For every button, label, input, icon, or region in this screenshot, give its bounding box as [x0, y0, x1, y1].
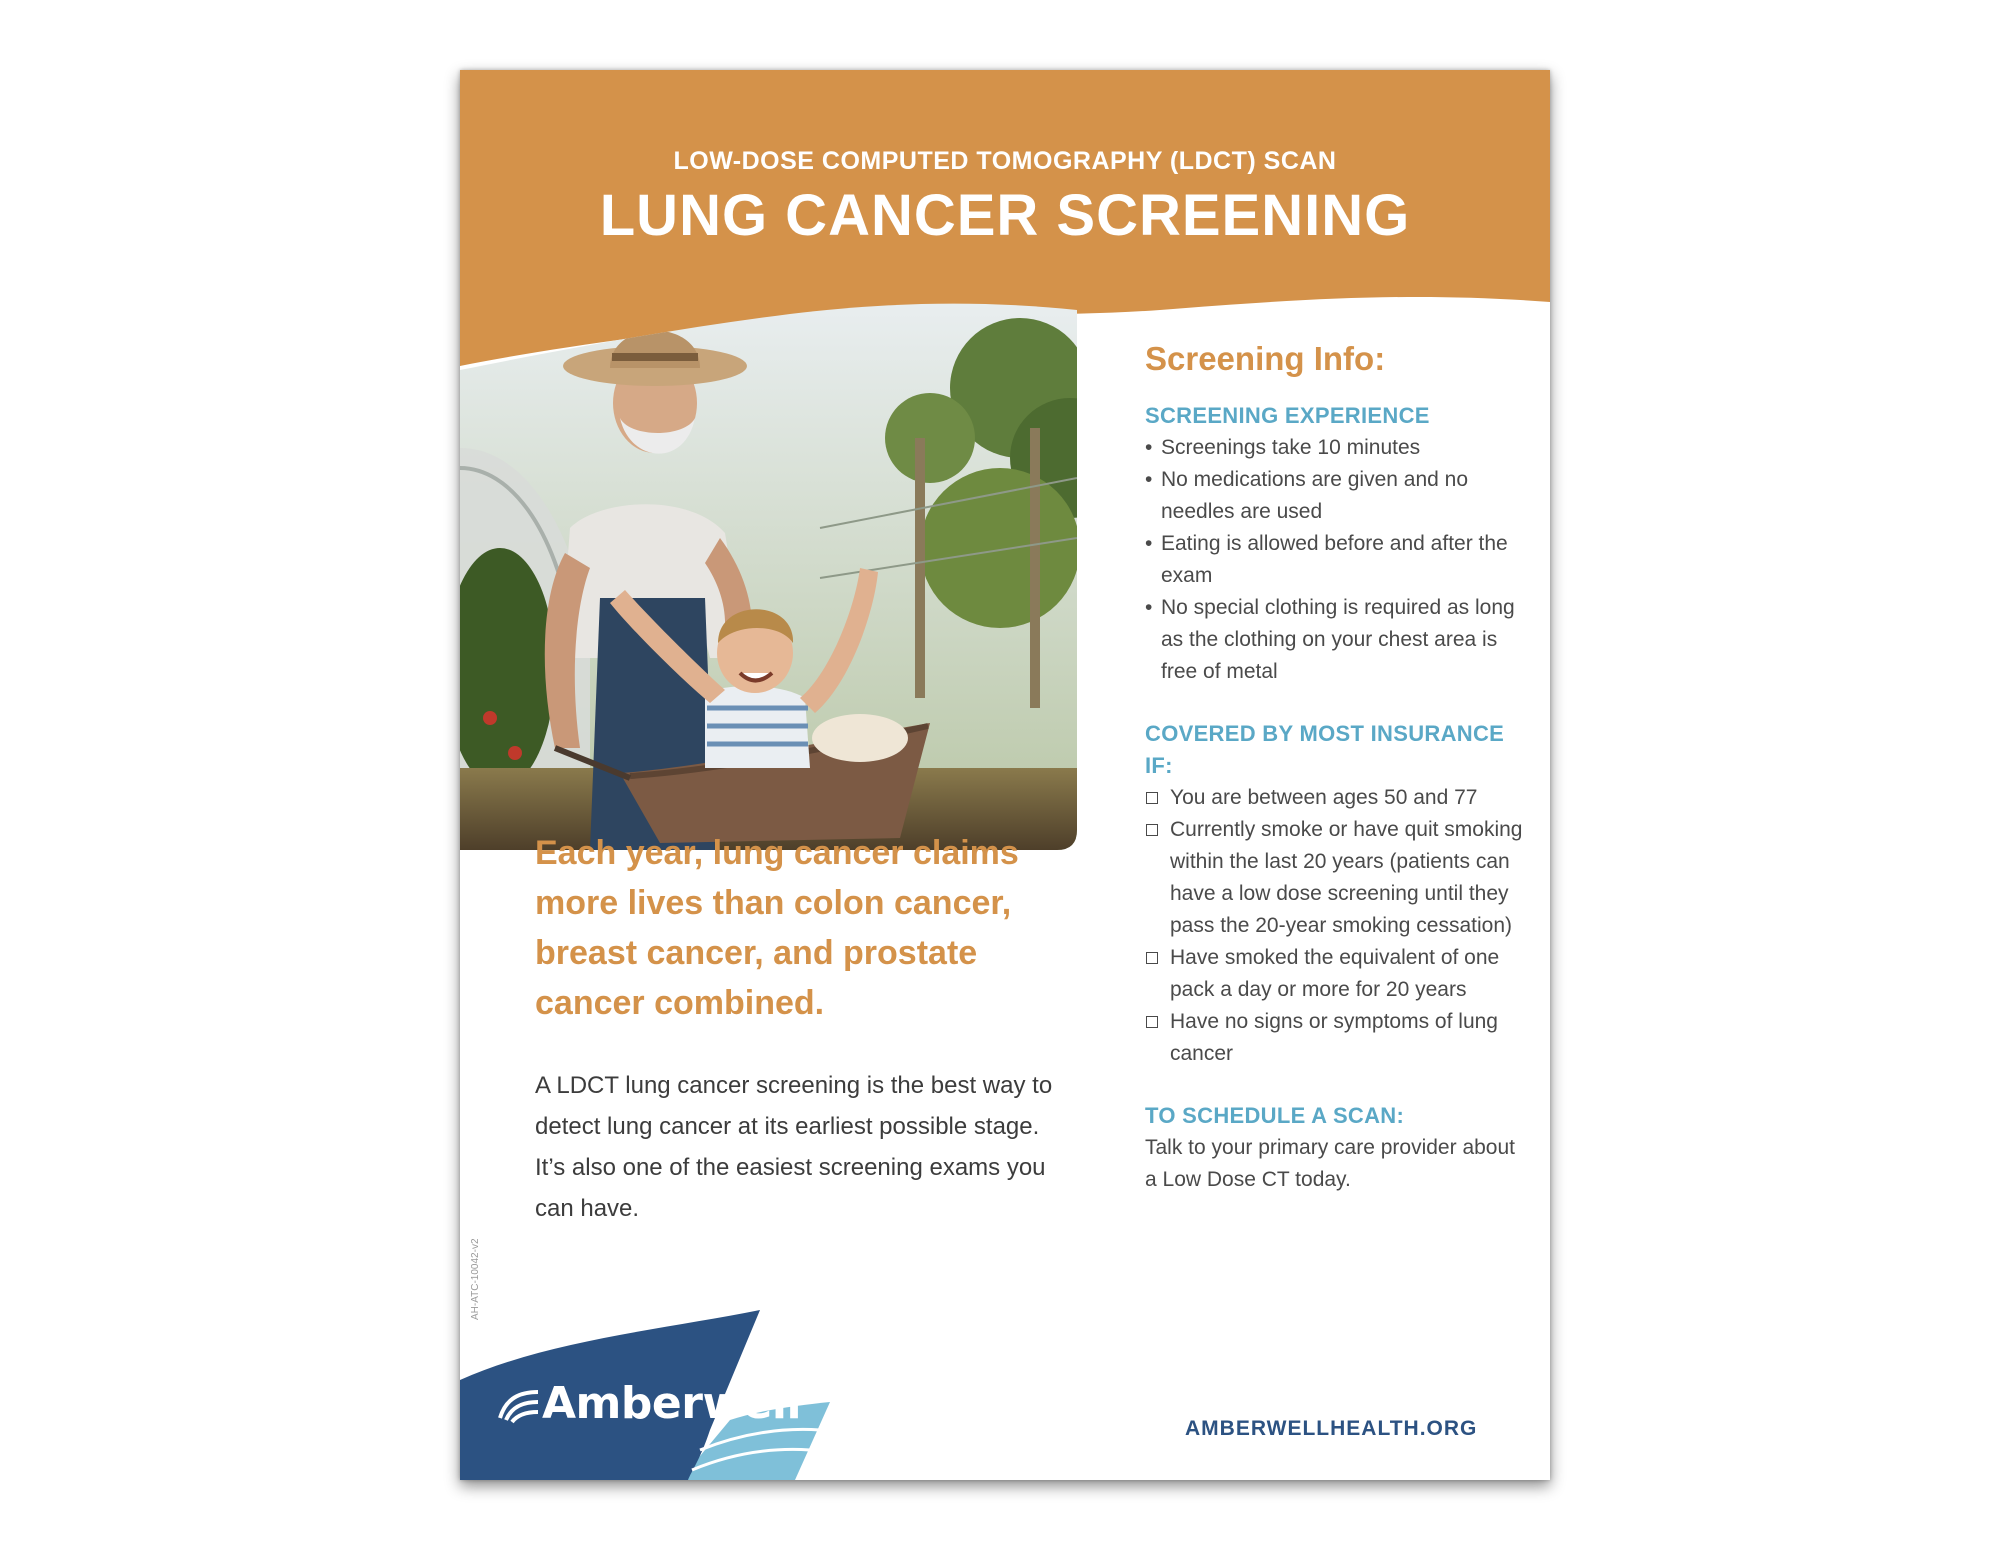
- section-title-schedule: TO SCHEDULE A SCAN:: [1145, 1103, 1405, 1128]
- hero-photo: [460, 298, 1077, 850]
- checklist-item: Have smoked the equivalent of one pack a day or more for 20 years: [1145, 942, 1525, 1006]
- bullet-icon: •: [1145, 468, 1153, 491]
- list-item: • Screenings take 10 minutes: [1145, 432, 1525, 464]
- experience-list: [1145, 432, 1525, 688]
- flyer-page: [460, 70, 1550, 1480]
- bullet-icon: •: [1145, 532, 1153, 555]
- screening-info-sidebar: [1145, 340, 1525, 1196]
- main-headline: Each year, lung cancer claims more lives than colon cancer, breast cancer, and prostate cancer combined.: [535, 834, 1019, 1022]
- checkbox-icon: [1146, 824, 1158, 836]
- schedule-text: Talk to your primary care provider about a Low Dose CT today.: [1145, 1136, 1515, 1191]
- insurance-checklist: [1145, 782, 1525, 1070]
- page-title: LUNG CANCER SCREENING: [599, 183, 1411, 248]
- list-item: • No medications are given and no needles are used: [1145, 464, 1525, 528]
- list-item: • Eating is allowed before and after the exam: [1145, 528, 1525, 592]
- checkbox-icon: [1146, 1016, 1158, 1028]
- amberwell-logo: [496, 1378, 801, 1429]
- checklist-item: Currently smoke or have quit smoking within the last 20 years (patients can have a low dose screening until they pass the 20-year smoking cessation): [1145, 814, 1525, 942]
- bullet-icon: •: [1145, 436, 1153, 459]
- checkbox-icon: [1146, 792, 1158, 804]
- header-kicker: LOW-DOSE COMPUTED TOMOGRAPHY (LDCT) SCAN: [673, 147, 1337, 175]
- sidebar-heading: Screening Info:: [1145, 340, 1386, 377]
- list-item: • No special clothing is required as long as the clothing on your chest area is free of metal: [1145, 592, 1525, 688]
- amberwell-wave-mark-icon: [496, 1384, 540, 1424]
- checklist-item: You are between ages 50 and 77: [1145, 782, 1525, 814]
- website-link[interactable]: AMBERWELLHEALTH.ORG: [1185, 1417, 1478, 1440]
- bullet-icon: •: [1145, 596, 1153, 619]
- section-title-insurance: COVERED BY MOST INSURANCE IF:: [1145, 721, 1505, 778]
- section-title-experience: SCREENING EXPERIENCE: [1145, 403, 1430, 428]
- logo-wordmark: Amberwell: [542, 1378, 802, 1429]
- intro-paragraph: A LDCT lung cancer screening is the best way to detect lung cancer at its earliest possible stage. It’s also one of the easiest screening exams you can have.: [535, 1072, 1053, 1222]
- checkbox-icon: [1146, 952, 1158, 964]
- checklist-item: Have no signs or symptoms of lung cancer: [1145, 1006, 1525, 1070]
- document-code: AH-ATC-10042-v2: [470, 1238, 481, 1320]
